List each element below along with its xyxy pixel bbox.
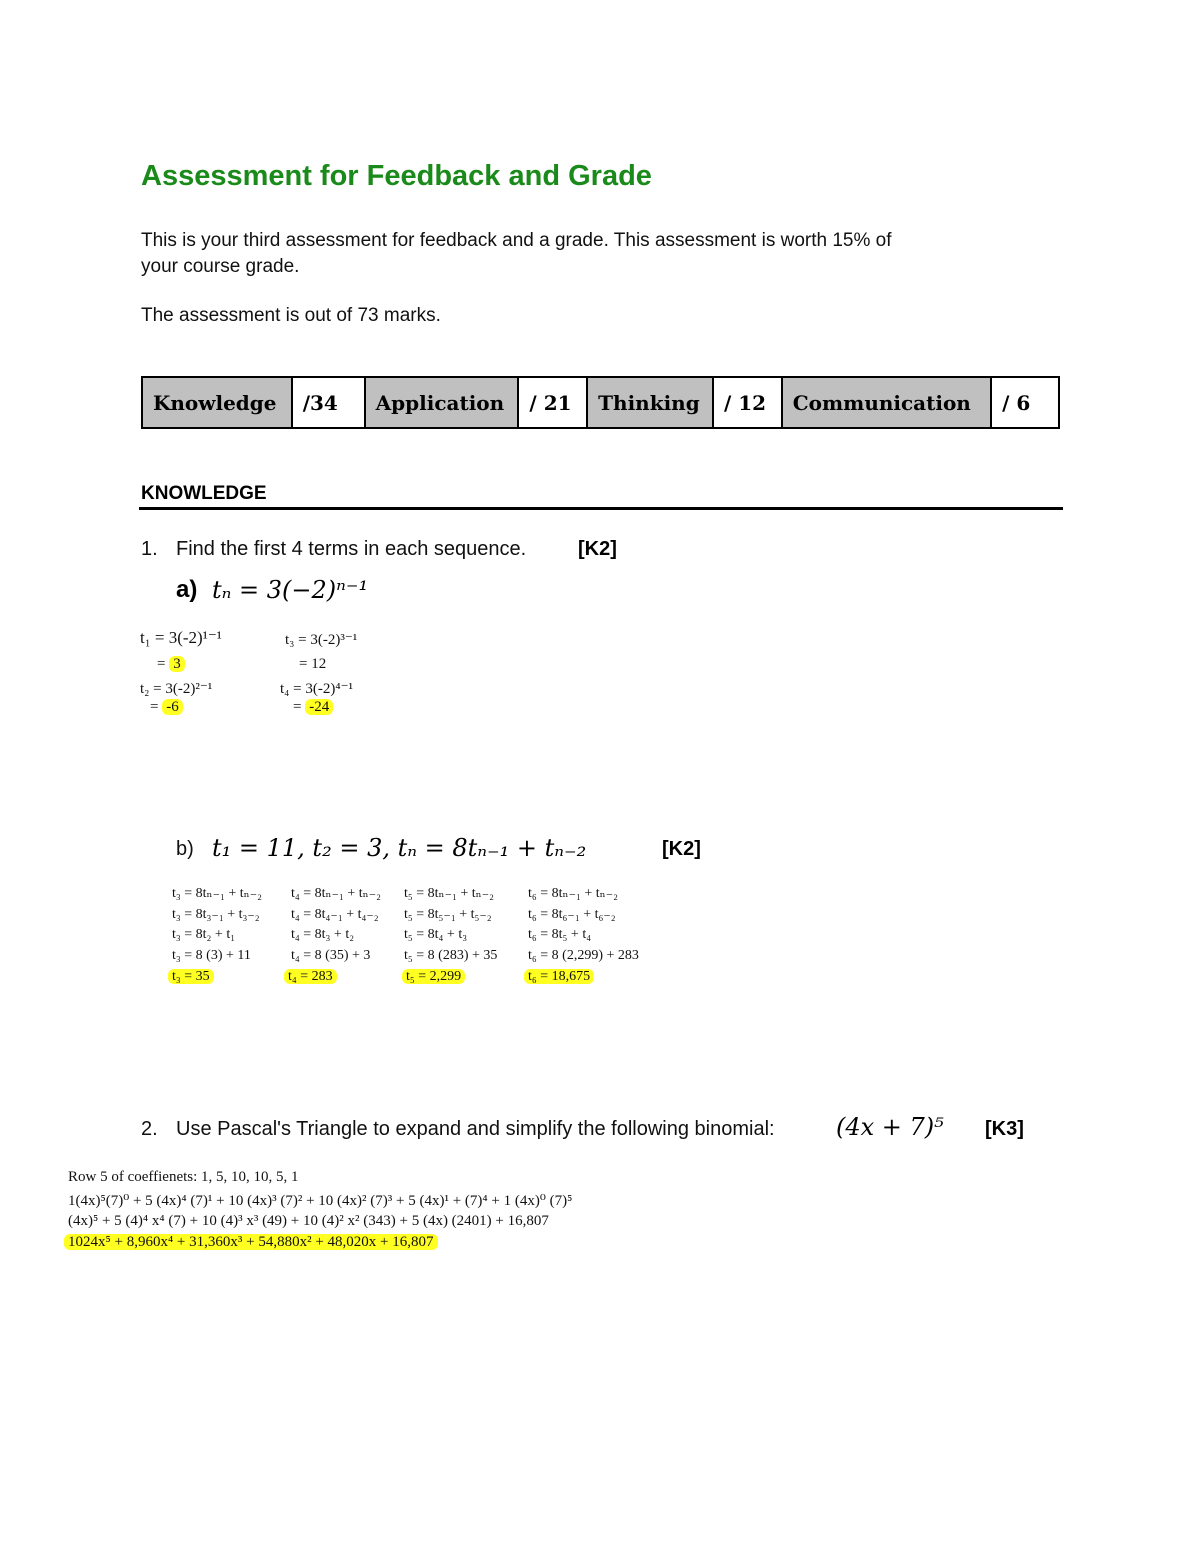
question-1-tag: [K2]	[578, 538, 617, 560]
part-a-t3-result: = 12	[299, 656, 327, 672]
thinking-label: Thinking	[587, 377, 713, 428]
application-value: / 21	[518, 377, 587, 428]
page-title: Assessment for Feedback and Grade	[141, 160, 652, 192]
part-a-t4-result	[293, 699, 333, 716]
question-2-text: Use Pascal's Triangle to expand and simplify the following binomial:	[176, 1118, 775, 1140]
q2-work-line-2: 1(4x)⁵(7)⁰ + 5 (4x)⁴ (7)¹ + 10 (4x)³ (7)² + 10 (4x)² (7)³ + 5 (4x)¹ + (7)⁴ + 1 (4x)⁰ (7)⁵	[68, 1193, 573, 1209]
part-b-col-2-line-1: t₄ = 8tₙ₋₁ + tₙ₋₂	[291, 886, 381, 901]
answer-highlight: t₆ = 18,675	[524, 969, 594, 984]
eq-sign: =	[293, 699, 302, 715]
part-a-t1-line: t₁ = 3(-2)¹⁻¹	[140, 628, 222, 647]
part-b-col-3-line-4: t₅ = 8 (283) + 35	[404, 948, 498, 963]
communication-value: / 6	[991, 377, 1059, 428]
part-b-col-3-line-1: t₅ = 8tₙ₋₁ + tₙ₋₂	[404, 886, 494, 901]
intro-line-2: your course grade.	[141, 256, 300, 277]
part-a-formula: tₙ = 3(−2)ⁿ⁻¹	[212, 576, 369, 604]
part-b-col-1-line-3: t₃ = 8t₂ + t₁	[172, 927, 236, 942]
part-b-tag: [K2]	[662, 838, 701, 860]
marks-table	[141, 376, 1060, 429]
question-1-text: Find the first 4 terms in each sequence.	[176, 538, 527, 560]
knowledge-value: /34	[292, 377, 365, 428]
part-b-col-3-line-2: t₅ = 8t₅₋₁ + t₅₋₂	[404, 907, 492, 922]
part-a-t1-result	[157, 656, 185, 673]
question-2-tag: [K3]	[985, 1118, 1024, 1140]
answer-highlight: -6	[162, 699, 183, 715]
q2-answer	[64, 1234, 438, 1251]
eq-sign: =	[157, 656, 166, 672]
part-b-col-4-line-1: t₆ = 8tₙ₋₁ + tₙ₋₂	[528, 886, 618, 901]
communication-label: Communication	[782, 377, 991, 428]
answer-highlight: 3	[169, 656, 185, 672]
answer-highlight: -24	[305, 699, 333, 715]
part-b-col-1-line-1: t₃ = 8tₙ₋₁ + tₙ₋₂	[172, 886, 262, 901]
part-b-col-4-line-4: t₆ = 8 (2,299) + 283	[528, 948, 639, 963]
part-b-col-2-line-2: t₄ = 8t₄₋₁ + t₄₋₂	[291, 907, 379, 922]
part-b-col-2-answer	[284, 969, 337, 985]
part-b-col-1-line-4: t₃ = 8 (3) + 11	[172, 948, 251, 963]
section-divider	[139, 507, 1063, 510]
part-b-col-4-line-2: t₆ = 8t₆₋₁ + t₆₋₂	[528, 907, 616, 922]
thinking-value: / 12	[713, 377, 782, 428]
section-heading: KNOWLEDGE	[141, 483, 267, 504]
part-a-t4-line: t₄ = 3(-2)⁴⁻¹	[280, 681, 353, 697]
answer-highlight: 1024x⁵ + 8,960x⁴ + 31,360x³ + 54,880x² + 48,020x + 16,807	[64, 1234, 438, 1250]
question-1-number: 1.	[141, 538, 158, 560]
part-b-label: b)	[176, 838, 194, 860]
part-a-label: a)	[176, 576, 198, 603]
part-b-col-3-answer	[402, 969, 465, 985]
intro-paragraph	[141, 228, 1021, 280]
q2-work-line-3: (4x)⁵ + 5 (4)⁴ x⁴ (7) + 10 (4)³ x³ (49) + 10 (4)² x² (343) + 5 (4x) (2401) + 16,807	[68, 1213, 549, 1229]
part-b-col-4-answer	[524, 969, 594, 985]
knowledge-label: Knowledge	[142, 377, 292, 428]
part-b-col-1-line-2: t₃ = 8t₃₋₁ + t₃₋₂	[172, 907, 260, 922]
q2-work-line-1: Row 5 of coeffienets: 1, 5, 10, 10, 5, 1	[68, 1169, 299, 1185]
part-b-formula: t₁ = 11, t₂ = 3, tₙ = 8tₙ₋₁ + tₙ₋₂	[212, 834, 587, 862]
answer-highlight: t₄ = 283	[284, 969, 337, 984]
question-2-number: 2.	[141, 1118, 158, 1140]
part-a-t3-line: t₃ = 3(-2)³⁻¹	[285, 632, 358, 648]
part-b-col-4-line-3: t₆ = 8t₅ + t₄	[528, 927, 592, 942]
answer-highlight: t₅ = 2,299	[402, 969, 465, 984]
part-a-t2-line: t₂ = 3(-2)²⁻¹	[140, 681, 213, 697]
answer-highlight: t₃ = 35	[168, 969, 214, 984]
question-2-formula: (4x + 7)⁵	[836, 1113, 944, 1141]
part-b-col-3-line-3: t₅ = 8t₄ + t₃	[404, 927, 468, 942]
part-a-t2-result	[150, 699, 183, 716]
intro-line-1: This is your third assessment for feedback and a grade. This assessment is worth 15% of	[141, 230, 892, 251]
part-b-col-2-line-3: t₄ = 8t₃ + t₂	[291, 927, 355, 942]
eq-sign: =	[150, 699, 159, 715]
part-b-col-1-answer	[168, 969, 214, 985]
total-marks-text: The assessment is out of 73 marks.	[141, 305, 441, 326]
part-b-col-2-line-4: t₄ = 8 (35) + 3	[291, 948, 371, 963]
application-label: Application	[365, 377, 519, 428]
